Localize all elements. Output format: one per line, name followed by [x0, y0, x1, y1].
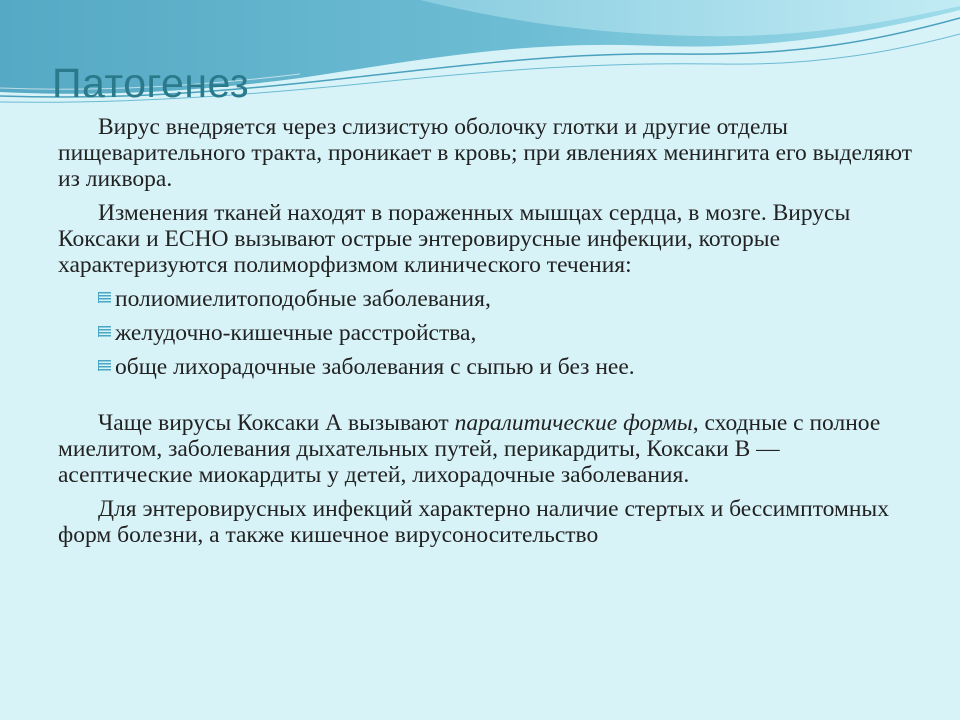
- bullet-text: желудочно-кишечные расстройства,: [115, 320, 477, 346]
- paragraph-3-emphasis: паралитические формы: [454, 410, 693, 436]
- list-item: [98, 320, 918, 346]
- text-lines-icon: [98, 360, 111, 371]
- paragraph-3-start: Чаще вирусы Коксаки А вызывают: [98, 410, 455, 436]
- bullet-text: полиомиелитоподобные заболевания,: [115, 286, 491, 312]
- paragraph-3: [58, 410, 918, 488]
- slide-body: [58, 114, 918, 556]
- paragraph-4: Для энтеровирусных инфекций характерно наличие стертых и бессимптомных форм болезни, а также кишечное вирусоносительство: [58, 496, 889, 548]
- paragraph-2: Изменения тканей находят в пораженных мышцах сердца, в мозге. Вирусы Коксаки и ЕСНО вызывают острые энтеровирусные инфекции, которые характеризуются полиморфизмом клинического течения:: [58, 200, 851, 278]
- bullet-text: обще лихорадочные заболевания с сыпью и без нее.: [115, 354, 635, 380]
- text-lines-icon: [98, 326, 111, 337]
- list-item: [98, 354, 918, 380]
- paragraph-1: Вирус внедряется через слизистую оболочку глотки и другие отделы пищеварительного тракта, проникает в кровь; при явлениях менингита его выделяют из ликвора.: [58, 114, 913, 192]
- paragraph-3-end: , сходные с полное миелитом, заболевания дыхательных путей, перикардиты, Коксаки В — асептические миокардиты у детей, лихорадочные заболевания.: [58, 410, 881, 488]
- bullet-list: [58, 286, 918, 380]
- text-lines-icon: [98, 292, 111, 303]
- slide-title: Патогенез: [52, 60, 250, 106]
- list-item: [98, 286, 918, 312]
